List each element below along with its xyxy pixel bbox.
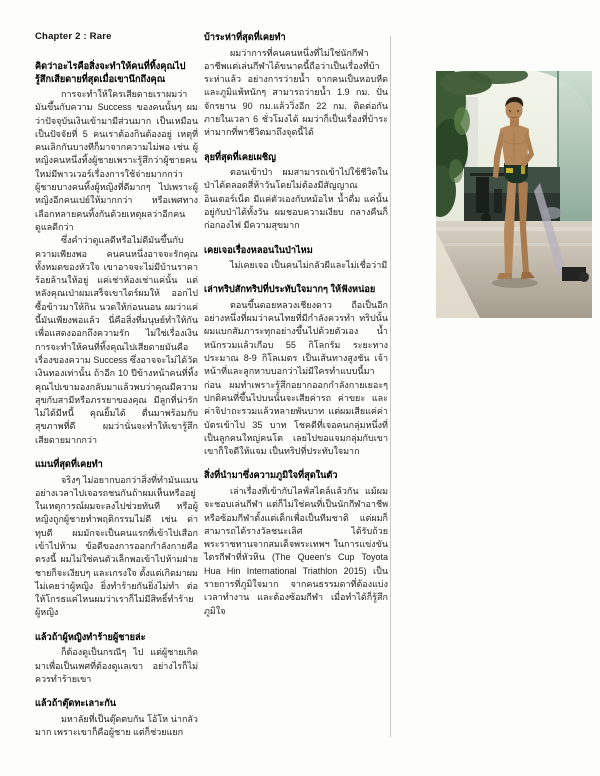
question-heading: เล่าทริปสักทริปที่ประทับใจมากๆ ให้ฟังหน่อย — [204, 284, 376, 295]
left-column — [35, 60, 198, 739]
answer-paragraph: ไม่เคยเจอ เป็นคนไม่กลัวผีและไม่เชื่อว่ามี — [230, 260, 388, 271]
answer-paragraph: ซึ่งคำว่าดูแลดีหรือไม่ดีมันขึ้นกับความเพียงพอ คนคนหนึ่งอาจจะรักคุณทั้งหมดของหัวใจ เขาอาจจะไม่มีบ้านราคาร้อยล้านให้อยู่ แค่เช่าห้องเช่าแค่นั้น แต่หลังคุณเป่าผมเสร็จเขาไดร์ผมให้ ออกไปซื้อข้าวมาให้กิน นวดให้ก่อนนอน ผมว่าแค่นี้มันเพียงพอแล้ว นี่คือสิ่งที่มนุษย์ทำให้กันเพื่อแสดงออกถึงความรัก ไม่ใช่เรื่องเงิน การจะทำให้คนที่ทิ้งคุณไปเสียดายมันคือเรื่องของความ Success ซึ่งอาจจะไม่ได้วัดเงินทองเท่านั้น ถ้าอีก 10 ปีข้างหน้าคนที่ทิ้งคุณไปเขามองกลับมาแล้วพบว่าคุณมีความสุขกับสามีหรือภรรยาของคุณ มีลูกที่น่ารัก ไม่ได้มีหนี้ คุณยิ้มได้ ตื่นมาพร้อมกับสุขภาพที่ดี ผมว่านั่นจะทำให้เขารู้สึกเสียดายมากกว่า — [35, 235, 198, 445]
question-heading: คิดว่าอะไรคือสิ่งจะทำให้คนที่ทิ้งคุณไป รู้สึกเสียดายที่สุดเมื่อเขานึกถึงคุณ — [35, 61, 186, 84]
glass-panel — [558, 71, 592, 236]
answer-paragraph: ก็ต้องดูเป็นกรณีๆ ไป แต่ผู้ชายเกิดมาเพื่อเป็นเพศที่ต้องดูแลเขา อย่างไรก็ไม่ควรทำร้ายเขา — [35, 647, 198, 684]
column-divider-rule — [390, 36, 391, 737]
answer-paragraph: การจะทำให้ใครเสียดายเราผมว่ามันขึ้นกับความ Success ของคนนั้นๆ ผมว่าปัจจุบันเงินเข้ามามีส่วนมาก เป็นเหมือนเป็นปัจจัยที่ 5 คนเราต้องกินต้องอยู่ เหตุที่คนเลิกกันบางทีก็มาจากความไม่พอ เช่น ผู้หญิงคนหนึ่งทิ้งผู้ชายเพราะรู้สึกว่าผู้ชายคนใหม่มีพาวเวอร์เรื่องการใช้จ่ายมากกว่า ผู้ชายบางคนทิ้งผู้หญิงที่ดีมากๆ ไปเพราะผู้หญิงอีกคนเปย์ให้มากกว่า หรือเพศทางเลือกหลายคนทิ้งกันด้วยเหตุผลว่าอีกคนดูแลดีกว่า — [35, 89, 198, 232]
question-heading: ลุยที่สุดที่เคยเผชิญ — [204, 151, 276, 162]
question-heading: บ้าระห่าที่สุดที่เคยทำ — [204, 32, 286, 42]
answer-paragraph: ตอนขึ้นดอยหลวงเชียงดาว ถือเป็นอีกอย่างหนึ่งที่ผมว่าคนไทยที่มีกำลังควรทำ ทริปนั้นผมแบกสัมภาระทุกอย่างขึ้นไปด้วยตัวเอง น้ำหนักรวมแล้วเกือบ 55 กิโลกรัม ระยะทางประมาณ 8-9 กิโลเมตร เป็นเส้นทางสูงชัน เจ้าหน้าที่และลูกหาบบอกว่าไม่มีใครทำแบบนี้มาก่อน ผมทำเพราะรู้สึกอยากออกกำลังกายเยอะๆ ปกติคนที่ขึ้นไปบนนั้นจะเสียค่ารถ ค่าขยะ และค่าจิปาถะรวมแล้วหลายพันบาท แต่ผมเสียแค่ค่าบัตรเข้าไป 35 บาท โชคดีที่เจอคนกลุ่มหนึ่งที่เป็นลูกคนใหญ่คนโต เลยไปขอแจมกลุ่มกับเขา เขาก็ใจดีให้แจม เป็นทริปที่ประทับใจมาก — [204, 299, 388, 457]
answer-paragraph: เล่าเรื่องที่เข้ากับไลฟ์สไตล์แล้วกัน แม้ผมจะชอบเล่นกีฬา แต่ก็ไม่ใช่คนที่เป็นนักกีฬาอาชีพหรือซ้อมกีฬาตั้งแต่เด็กเพื่อเป็นทีมชาติ แต่ผมก็สามารถได้รางวัลชนะเลิศ ได้รับถ้วยพระราชทานจากสมเด็จพระเทพฯ ในการแข่งขันไตรกีฬาที่หัวหิน (The Queen's Cup Toyota Hua Hin International Triathlon 2015) เป็นรายการที่ภูมิใจมาก จากคนธรรมดาที่ต้องแบ่งเวลาทำงาน และต้องซ้อมกีฬา เมื่อทำได้ก็รู้สึกภูมิใจ — [204, 485, 388, 616]
floor-reflection — [436, 243, 592, 246]
question-heading: แมนที่สุดที่เคยทำ — [35, 459, 103, 470]
article-photo — [436, 71, 592, 318]
question-heading: แล้วถ้าผู้หญิงทำร้ายผู้ชายล่ะ — [35, 631, 146, 642]
answer-paragraph: มหาลัยที่เป็นตุ๊ดตบกัน โอ้โห น่ากลัวมาก เพราะเขาก็คือผู้ชาย แต่ก็ช่วยแยก — [35, 713, 198, 737]
right-column — [204, 31, 388, 618]
figure-shadow — [492, 278, 538, 288]
question-heading: เคยเจอเรื่องหลอนในป่าไหม — [204, 244, 313, 255]
question-heading: สิ่งที่นำมาซึ่งความภูมิใจที่สุดในตัว — [204, 470, 338, 481]
chapter-label: Chapter 2 : Rare — [35, 31, 112, 42]
question-heading: แล้วถ้าตุ๊ดทะเลาะกัน — [35, 698, 117, 709]
answer-paragraph: จริงๆ ไม่อยากบอกว่าสิ่งที่ทำมันแมน อย่างเวลาไปเจอรถชนกันถ้าผมเห็นหรืออยู่ในเหตุการณ์ผมจะลงไปช่วยทันที หรือผู้หญิงถูกผู้ชายทำพฤติกรรมไม่ดี เช่น ด่า ทุบตี ผมมักจะเป็นคนแรกที่เข้าไปเสือก เข้าไปห้าม ข้อดีของการออกกำลังกายคือตรงนี้ ผมไม่ใช่คนตัวเล็กพอเข้าไปห้ามฝ่ายชายก็จะเงียบๆ และเกรงใจ ตั้งแต่เกิดมาผมไม่เคยว่าผู้หญิง ยิ่งทำร้ายกันยิ่งไม่ทำ ต่อให้โกรธแค่ไหนผมว่าเราก็ไม่มีสิทธิ์ทำร้ายผู้หญิง — [35, 474, 198, 618]
gym-scene-illustration — [436, 71, 592, 318]
answer-paragraph: ผมว่าการที่คนคนหนึ่งที่ไม่ใช่นักกีฬาอาชีพแต่เล่นกีฬาได้ขนาดนี้ถือว่าเป็นเรื่องที่บ้าระห่าแล้ว อย่างการว่ายน้ำ จากคนเป็นหอบหืดและภูมิแพ้หนักๆ สามารถว่ายน้ำ 1.9 กม. ปั่นจักรยาน 90 กม.แล้ววิ่งอีก 22 กม. ติดต่อกันภายในเวลา 6 ชั่วโมงได้ ผมว่าก็เป็นเรื่องที่บ้าระห่ามากที่พาชีวิตมาถึงจุดนี้ได้ — [204, 47, 388, 138]
answer-paragraph: ตอนเข้าป่า ผมสามารถเข้าไปใช้ชีวิตในป่าได้ตลอดสี่ห้าวันโดยไม่ต้องมีสัญญาณอินเตอร์เน็ต มีแค่ตัวเองกับหม้อไห น้ำดื่ม แค่นั้น อยู่กับป่าได้ทั้งวัน ผมชอบความเงียบ กลางคืนก็ก่อกองไฟ มีความสุขมาก — [204, 167, 388, 231]
